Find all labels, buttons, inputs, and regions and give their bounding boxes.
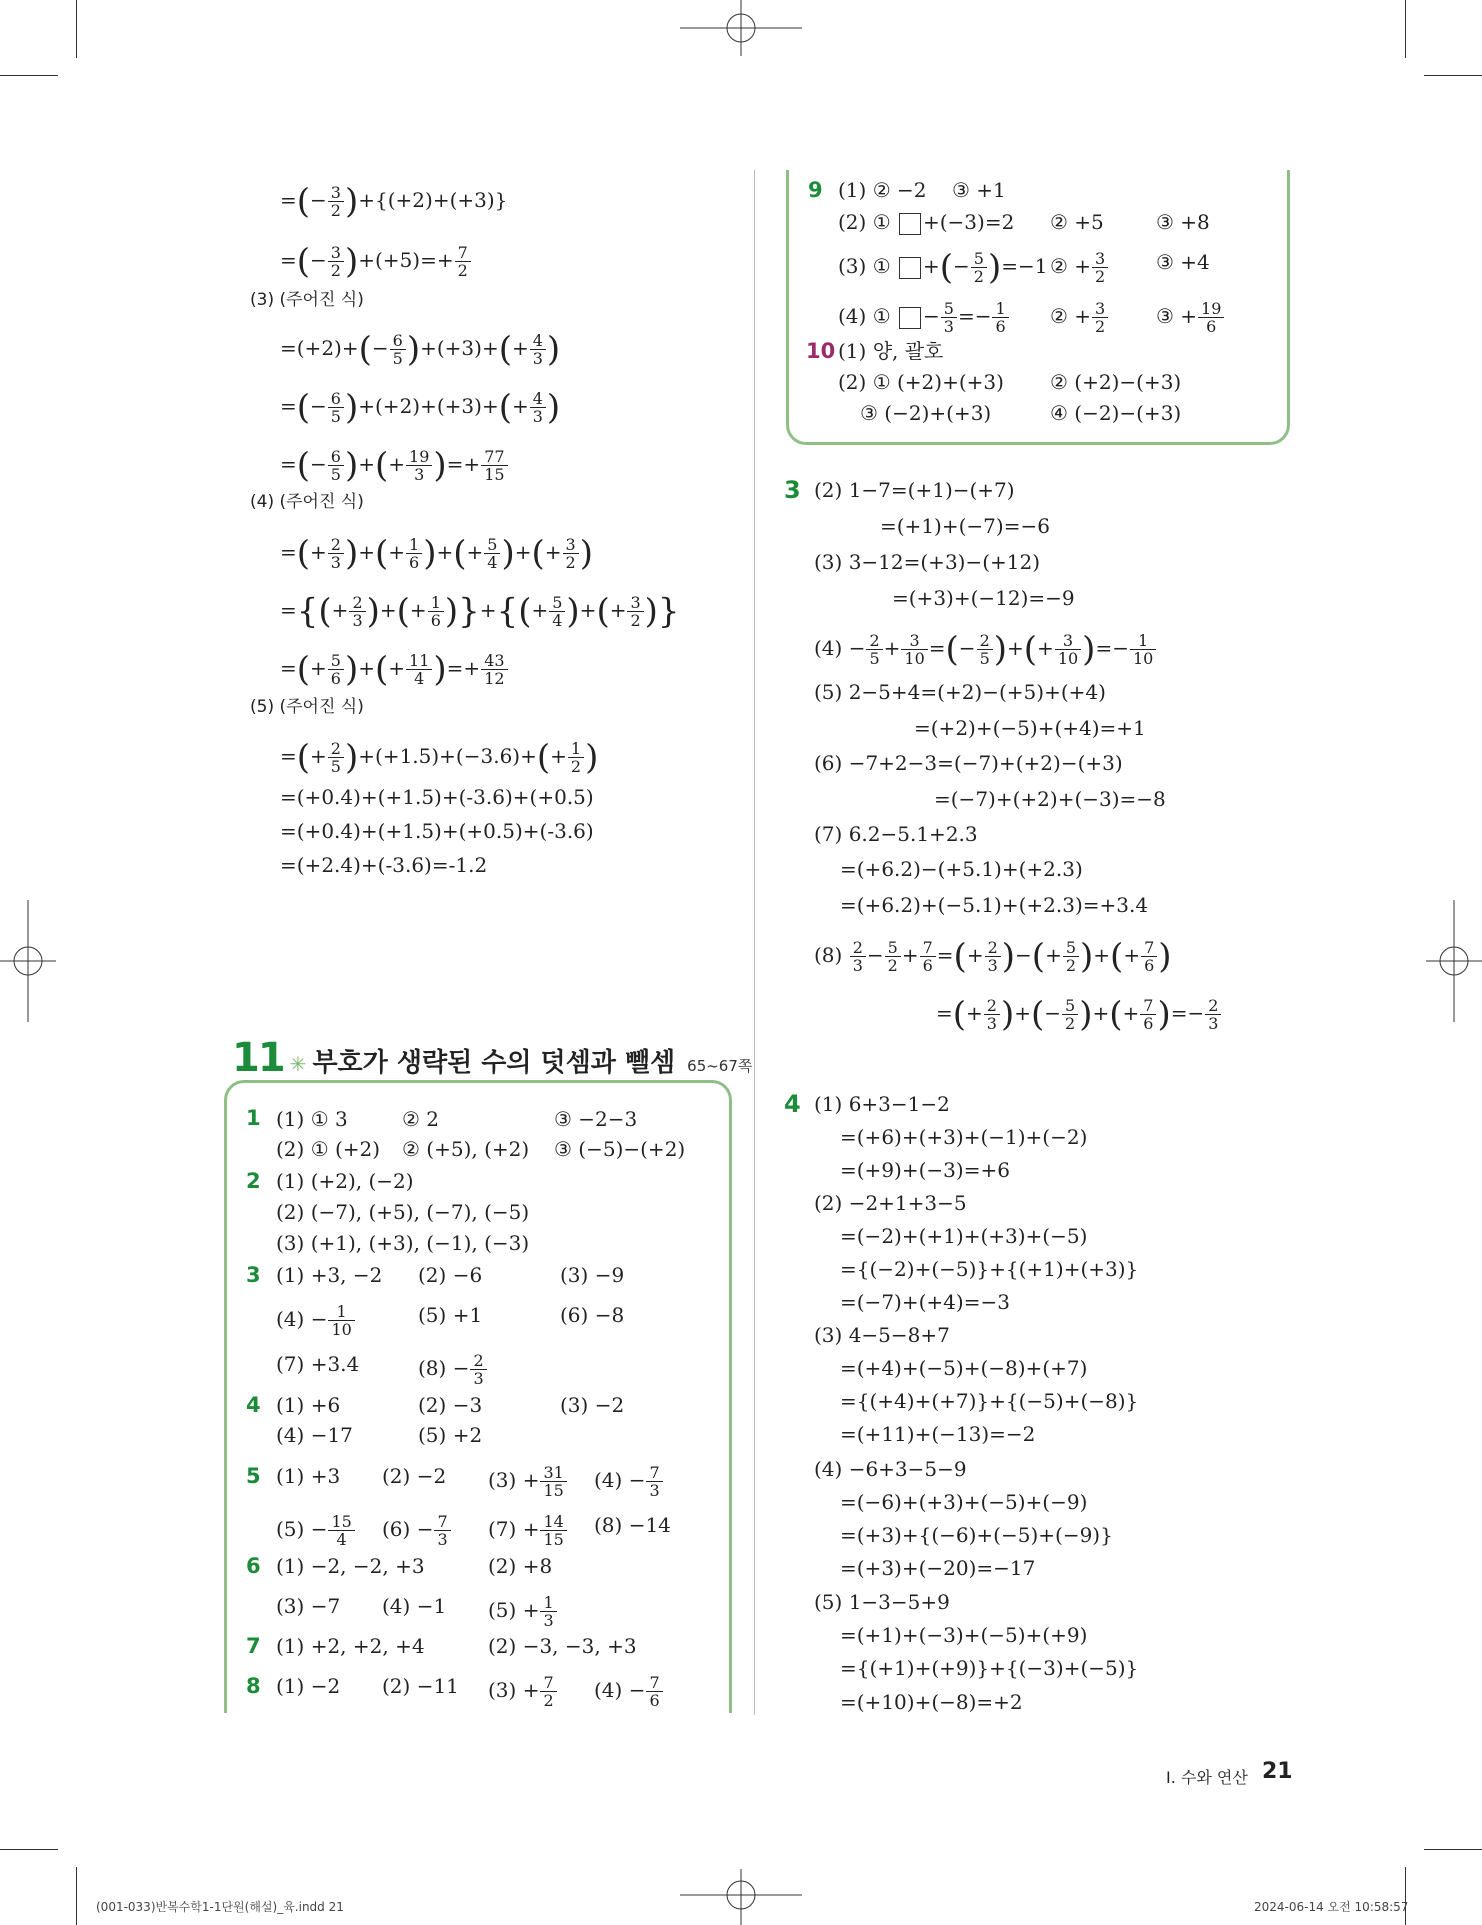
solution-line: (6) −7+2−3=(−7)+(+2)−(+3)	[814, 751, 1123, 775]
answer: (4) −1	[382, 1594, 447, 1618]
answer: (4) − $\frac{1}{10}$	[276, 1303, 356, 1338]
registration-mark-bottom	[680, 1865, 802, 1925]
solution-line: ={(+ $\frac{2}{3}$ )+(+ $\frac{1}{6}$ )}+{(+ $\frac{5}{4}$ )+(+ $\frac{3}{2}$ )}	[280, 591, 680, 632]
answer: (3) + $\frac{7}{2}$	[488, 1674, 558, 1709]
answer: (5) + $\frac{1}{3}$	[488, 1594, 558, 1629]
answer: (2) ① (+2)	[276, 1137, 381, 1161]
answer: ④ (−2)−(+3)	[1050, 401, 1182, 425]
solution-line: =(−7)+(+4)=−3	[840, 1290, 1010, 1314]
answer: ② +5	[1050, 210, 1104, 234]
solution-line: =(− $\frac{3}{2}$ )+{(+2)+(+3)}	[280, 181, 508, 222]
solution-line: =(+3)+{(−6)+(−5)+(−9)}	[840, 1523, 1113, 1547]
question-number: 3	[784, 476, 801, 504]
answer: (2) ① +(−3)=2	[838, 210, 1015, 234]
solution-line: (1) 6+3−1−2	[814, 1092, 950, 1116]
solution-line: =(− $\frac{3}{2}$ )+(+5)=+ $\frac{7}{2}$	[280, 244, 472, 279]
section-title	[232, 1035, 752, 1081]
answer: (7) + $\frac{14}{15}$	[488, 1513, 568, 1548]
answer: (1) +3, −2	[276, 1263, 383, 1287]
answer: (1) ① 3	[276, 1107, 348, 1131]
answer: (2) +8	[488, 1554, 553, 1578]
solution-line: (7) 6.2−5.1+2.3	[814, 822, 978, 846]
solution-line: (5) 1−3−5+9	[814, 1590, 950, 1614]
solution-line: =(+2)+(− $\frac{6}{5}$ )+(+3)+(+ $\frac{4}{3}$ )	[280, 329, 561, 370]
answer: (4) −17	[276, 1423, 353, 1447]
answer: (6) − $\frac{7}{3}$	[382, 1513, 452, 1548]
solution-line: =(+6.2)−(+5.1)+(+2.3)	[840, 857, 1083, 881]
solution-line: =(− $\frac{6}{5}$ )+(+2)+(+3)+(+ $\frac{4}{3}$ )	[280, 387, 561, 428]
answer: (1) 양, 괄호	[838, 339, 944, 363]
solution-line: =(−6)+(+3)+(−5)+(−9)	[840, 1490, 1088, 1514]
solution-line: =(+10)+(−8)=+2	[840, 1690, 1023, 1714]
crop-mark	[1424, 75, 1482, 76]
registration-mark-right	[1422, 900, 1482, 1022]
sub-heading: (5) (주어진 식)	[250, 697, 364, 717]
solution-line: =(+9)+(−3)=+6	[840, 1158, 1010, 1182]
solution-line: =(+11)+(−13)=−2	[840, 1422, 1036, 1446]
answer: (1) +2, +2, +4	[276, 1634, 425, 1658]
answer: (1) (+2), (−2)	[276, 1169, 414, 1193]
answer: (3) −7	[276, 1594, 341, 1618]
answer: (3) −9	[560, 1263, 625, 1287]
question-number: 10	[806, 339, 836, 363]
crop-mark	[1424, 1849, 1482, 1850]
answer: ③ (−5)−(+2)	[554, 1137, 686, 1161]
crop-mark	[0, 75, 58, 76]
question-number: 5	[246, 1464, 261, 1488]
solution-line: =(+2.4)+(-3.6)=-1.2	[280, 853, 488, 877]
solution-line: =(+1)+(−7)=−6	[880, 514, 1050, 538]
section-pages: 65~67쪽	[687, 1057, 753, 1075]
solution-line: =(+3)+(−12)=−9	[892, 586, 1075, 610]
solution-line: =(−2)+(+1)+(+3)+(−5)	[840, 1224, 1088, 1248]
answer: ③ +4	[1156, 250, 1210, 274]
question-number: 2	[246, 1169, 261, 1193]
answer: (2) −6	[418, 1263, 483, 1287]
question-number: 4	[784, 1090, 801, 1118]
solution-line: =(− $\frac{6}{5}$ )+(+ $\frac{19}{3}$ )=+ $\frac{77}{15}$	[280, 448, 509, 483]
solution-line: (4) −6+3−5−9	[814, 1457, 967, 1481]
solution-line: (2) 1−7=(+1)−(+7)	[814, 478, 1015, 502]
sub-heading: (4) (주어진 식)	[250, 492, 364, 512]
answer: (5) +1	[418, 1303, 483, 1327]
question-number: 9	[808, 178, 823, 202]
answer: (2) −3	[418, 1393, 483, 1417]
answer: ③ +1	[952, 178, 1006, 202]
answer: ② + $\frac{3}{2}$	[1050, 250, 1109, 285]
crop-mark	[1405, 0, 1406, 58]
solution-line: =(+1)+(−3)+(−5)+(+9)	[840, 1623, 1088, 1647]
answer: (3) + $\frac{31}{15}$	[488, 1464, 568, 1499]
solution-line: (2) −2+1+3−5	[814, 1191, 967, 1215]
answer: (3) (+1), (+3), (−1), (−3)	[276, 1231, 530, 1255]
answer: (4) − $\frac{7}{6}$	[594, 1674, 664, 1709]
answer: ② + $\frac{3}{2}$	[1050, 300, 1109, 335]
answer: (1) −2	[276, 1674, 341, 1698]
solution-line: =(+4)+(−5)+(−8)+(+7)	[840, 1356, 1088, 1380]
answer: (6) −8	[560, 1303, 625, 1327]
answer: (1) ② −2	[838, 178, 927, 202]
answer: (4) − $\frac{7}{3}$	[594, 1464, 664, 1499]
answer: (3) −2	[560, 1393, 625, 1417]
crop-mark	[0, 1849, 58, 1850]
solution-line: =(+3)+(−20)=−17	[840, 1556, 1036, 1580]
answer: (2) (−7), (+5), (−7), (−5)	[276, 1200, 530, 1224]
question-number: 6	[246, 1554, 261, 1578]
solution-line: =(+0.4)+(+1.5)+(+0.5)+(-3.6)	[280, 819, 594, 843]
question-number: 8	[246, 1674, 261, 1698]
solution-line: (8) $\frac{2}{3}$ − $\frac{5}{2}$ + $\frac{7}{6}$ =(+ $\frac{2}{3}$ )−(+ $\frac{5}{2}$ )+(+ $\frac{7}{6}$ )	[814, 936, 1172, 977]
solution-line: ={(+1)+(+9)}+{(−3)+(−5)}	[840, 1656, 1139, 1680]
question-number: 3	[246, 1263, 261, 1287]
page-number: 21	[1262, 1759, 1293, 1784]
solution-line: =(+ $\frac{5}{6}$ )+(+ $\frac{11}{4}$ )=+ $\frac{43}{12}$	[280, 652, 509, 687]
sub-heading: (3) (주어진 식)	[250, 290, 364, 310]
solution-line: =(+ $\frac{2}{3}$ )+(+ $\frac{1}{6}$ )+(+ $\frac{5}{4}$ )+(+ $\frac{3}{2}$ )	[280, 533, 593, 574]
answer: (5) +2	[418, 1423, 483, 1447]
question-number: 4	[246, 1393, 261, 1417]
section-number: 11	[232, 1035, 284, 1081]
answer: (2) ① (+2)+(+3)	[838, 370, 1004, 394]
answer: (8) −14	[594, 1513, 671, 1537]
question-number: 1	[246, 1106, 261, 1130]
answer: ② (+5), (+2)	[402, 1137, 530, 1161]
solution-line: =(+0.4)+(+1.5)+(-3.6)+(+0.5)	[280, 785, 594, 809]
solution-line: =(+6)+(+3)+(−1)+(−2)	[840, 1125, 1088, 1149]
timestamp: 2024-06-14 오전 10:58:57	[1254, 1900, 1409, 1914]
solution-line: =(+ $\frac{2}{5}$ )+(+1.5)+(−3.6)+(+ $\frac{1}{2}$ )	[280, 737, 599, 778]
answer: ③ +8	[1156, 210, 1210, 234]
crop-mark	[1405, 1867, 1406, 1925]
answer: ② (+2)−(+3)	[1050, 370, 1182, 394]
solution-line: =(+6.2)+(−5.1)+(+2.3)=+3.4	[840, 893, 1149, 917]
answer: (1) +3	[276, 1464, 341, 1488]
asterisk-icon: ✳	[289, 1052, 307, 1076]
answer: (2) −3, −3, +3	[488, 1634, 637, 1658]
solution-line: (3) 4−5−8+7	[814, 1323, 950, 1347]
answer: ② 2	[402, 1107, 440, 1131]
solution-line: =(+2)+(−5)+(+4)=+1	[914, 716, 1146, 740]
registration-mark-left	[0, 900, 60, 1022]
crop-mark	[76, 0, 77, 58]
file-info: (001-033)반복수학1-1단원(해설)_육.indd 21	[96, 1900, 344, 1914]
answer: (5) − $\frac{15}{4}$	[276, 1513, 356, 1548]
answer: (1) −2, −2, +3	[276, 1554, 425, 1578]
question-number: 7	[246, 1634, 261, 1658]
solution-line: =(−7)+(+2)+(−3)=−8	[934, 787, 1166, 811]
solution-line: ={(−2)+(−5)}+{(+1)+(+3)}	[840, 1257, 1139, 1281]
answer: (1) +6	[276, 1393, 341, 1417]
answer: (2) −11	[382, 1674, 459, 1698]
column-divider	[754, 170, 755, 1715]
answer: (7) +3.4	[276, 1352, 360, 1376]
answer: ③ + $\frac{19}{6}$	[1156, 300, 1225, 335]
answer: ③ (−2)+(+3)	[860, 401, 992, 425]
chapter-label: I. 수와 연산	[1166, 1768, 1248, 1787]
answer: ③ −2−3	[554, 1107, 638, 1131]
answer: (3) ① +(− $\frac{5}{2}$ )=−1	[838, 247, 1048, 288]
solution-line: (5) 2−5+4=(+2)−(+5)+(+4)	[814, 680, 1106, 704]
registration-mark-top	[680, 0, 802, 60]
section-heading: 부호가 생략된 수의 덧셈과 뺄셈	[312, 1048, 676, 1078]
answer: (2) −2	[382, 1464, 447, 1488]
solution-line: =(+ $\frac{2}{3}$ )+(− $\frac{5}{2}$ )+(+ $\frac{7}{6}$ )=− $\frac{2}{3}$	[936, 997, 1222, 1032]
crop-mark	[76, 1867, 77, 1925]
solution-line: (4) − $\frac{2}{5}$ + $\frac{3}{10}$ =(− $\frac{2}{5}$ )+(+ $\frac{3}{10}$ )=− $\frac{1}{10}$	[814, 632, 1157, 667]
solution-line: ={(+4)+(+7)}+{(−5)+(−8)}	[840, 1389, 1139, 1413]
solution-line: (3) 3−12=(+3)−(+12)	[814, 550, 1041, 574]
answer: (4) ① − $\frac{5}{3}$ =− $\frac{1}{6}$	[838, 300, 1010, 335]
answer: (8) − $\frac{2}{3}$	[418, 1352, 488, 1387]
